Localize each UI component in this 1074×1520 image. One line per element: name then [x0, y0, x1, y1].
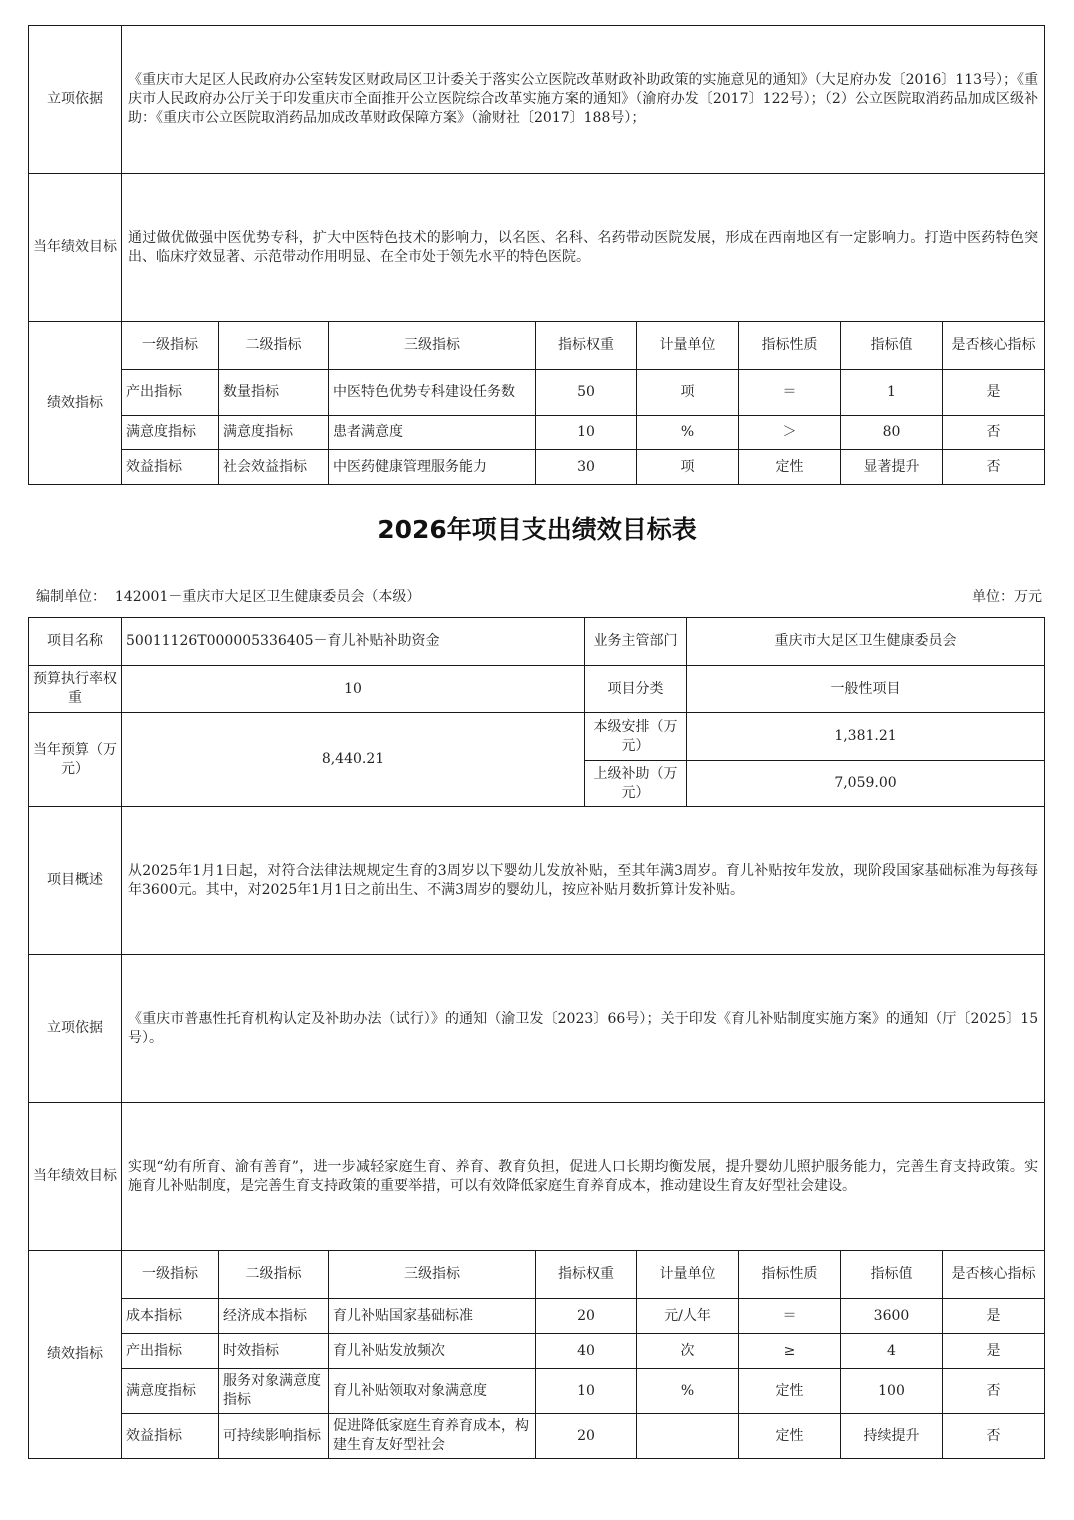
- header-cell: 指标权重: [536, 1251, 637, 1299]
- cell: 项: [637, 450, 739, 485]
- cell: 定性: [739, 1414, 841, 1459]
- cell: 产出指标: [122, 370, 219, 416]
- goal-text: 实现“幼有所育、渝有善育”，进一步减轻家庭生育、养育、教育负担，促进人口长期均衡发展，提升婴幼儿照护服务能力，完善生育支持政策。实施育儿补贴制度，是完善生育支持政策的重要举措，可以有效降低家庭生育养育成本，推动建设生育友好型社会建设。: [122, 1103, 1045, 1251]
- table-row: [29, 370, 1045, 416]
- goal-text: 通过做优做强中医优势专科，扩大中医特色技术的影响力，以名医、名科、名药带动医院发展，形成在西南地区有一定影响力。打造中医药特色突出、临床疗效显著、示范带动作用明显、在全市处于领先水平的特色医院。: [122, 174, 1045, 322]
- header-cell: 二级指标: [219, 322, 329, 370]
- cell: 满意度指标: [219, 416, 329, 450]
- cell: 20: [536, 1299, 637, 1334]
- dept-value: 重庆市大足区卫生健康委员会: [687, 618, 1045, 666]
- cell: 是: [943, 1334, 1045, 1369]
- cell: 育儿补贴国家基础标准: [329, 1299, 536, 1334]
- cell: 可持续影响指标: [219, 1414, 329, 1459]
- header-cell: 指标权重: [536, 322, 637, 370]
- dept-label: 业务主管部门: [585, 618, 687, 666]
- compiling-unit-value: 142001－重庆市大足区卫生健康委员会（本级）: [114, 589, 421, 605]
- exec-rate-value: 10: [122, 666, 585, 713]
- cell: 30: [536, 450, 637, 485]
- overview-label: 项目概述: [29, 807, 122, 955]
- cell: 10: [536, 1369, 637, 1414]
- project-info-table: [28, 617, 1045, 807]
- cell: [637, 1414, 739, 1459]
- local-label: 本级安排（万元）: [585, 713, 687, 761]
- cell: 次: [637, 1334, 739, 1369]
- basis-label: 立项依据: [29, 26, 122, 174]
- cell: 满意度指标: [122, 1369, 219, 1414]
- cell: 时效指标: [219, 1334, 329, 1369]
- cell: ＝: [739, 370, 841, 416]
- local-value: 1,381.21: [687, 713, 1045, 761]
- header-cell: 指标性质: [739, 1251, 841, 1299]
- table-row: [29, 1334, 1045, 1369]
- header-cell: 指标值: [841, 322, 943, 370]
- cell: 育儿补贴领取对象满意度: [329, 1369, 536, 1414]
- header-cell: 指标性质: [739, 322, 841, 370]
- header-cell: 是否核心指标: [943, 1251, 1045, 1299]
- table-row: [29, 1414, 1045, 1459]
- cell: 显著提升: [841, 450, 943, 485]
- cell: 育儿补贴发放频次: [329, 1334, 536, 1369]
- cell: 否: [943, 450, 1045, 485]
- cell: 持续提升: [841, 1414, 943, 1459]
- cell: 定性: [739, 1369, 841, 1414]
- cell: 4: [841, 1334, 943, 1369]
- cell: 促进降低家庭生育养育成本，构建生育友好型社会: [329, 1414, 536, 1459]
- category-value: 一般性项目: [687, 666, 1045, 713]
- cell: 产出指标: [122, 1334, 219, 1369]
- basis-label: 立项依据: [29, 955, 122, 1103]
- overview-text: 从2025年1月1日起，对符合法律法规规定生育的3周岁以下婴幼儿发放补贴，至其年满3周岁。育儿补贴按年发放，现阶段国家基础标准为每孩每年3600元。其中，对2025年1月1日之前出生、不满3周岁的婴幼儿，按应补贴月数折算计发补贴。: [122, 807, 1045, 955]
- cell: ＞: [739, 416, 841, 450]
- cell: 经济成本指标: [219, 1299, 329, 1334]
- indicators-label: 绩效指标: [29, 322, 122, 485]
- performance-table-1: [28, 25, 1045, 485]
- upper-label: 上级补助（万元）: [585, 761, 687, 807]
- table-row: [29, 1369, 1045, 1414]
- cell: 3600: [841, 1299, 943, 1334]
- cell: 否: [943, 416, 1045, 450]
- cell: 是: [943, 370, 1045, 416]
- cell: 50: [536, 370, 637, 416]
- cell: 项: [637, 370, 739, 416]
- compiling-unit: [36, 586, 420, 606]
- cell: ≥: [739, 1334, 841, 1369]
- indicator-header-row: [29, 322, 1045, 370]
- table-row: [29, 450, 1045, 485]
- cell: 20: [536, 1414, 637, 1459]
- indicator-header-row: [29, 1251, 1045, 1299]
- cell: 中医特色优势专科建设任务数: [329, 370, 536, 416]
- cell: 数量指标: [219, 370, 329, 416]
- cell: %: [637, 1369, 739, 1414]
- cell: 10: [536, 416, 637, 450]
- performance-table-2: [28, 806, 1045, 1459]
- header-cell: 是否核心指标: [943, 322, 1045, 370]
- goal-label: 当年绩效目标: [29, 174, 122, 322]
- table-row: [29, 416, 1045, 450]
- cell: 满意度指标: [122, 416, 219, 450]
- cell: 100: [841, 1369, 943, 1414]
- cell: 成本指标: [122, 1299, 219, 1334]
- header-cell: 三级指标: [329, 322, 536, 370]
- cell: 否: [943, 1369, 1045, 1414]
- cell: 元/人年: [637, 1299, 739, 1334]
- compiling-unit-label: 编制单位：: [36, 589, 106, 605]
- cell: 定性: [739, 450, 841, 485]
- header-cell: 一级指标: [122, 322, 219, 370]
- exec-rate-label: 预算执行率权重: [29, 666, 122, 713]
- project-name-value: 50011126T000005336405－育儿补贴补助资金: [122, 618, 585, 666]
- page-title: 2026年项目支出绩效目标表: [377, 515, 697, 544]
- cell: 社会效益指标: [219, 450, 329, 485]
- cell: 效益指标: [122, 450, 219, 485]
- budget-label: 当年预算（万元）: [29, 713, 122, 807]
- header-cell: 一级指标: [122, 1251, 219, 1299]
- table-row: [29, 1299, 1045, 1334]
- cell: 服务对象满意度指标: [219, 1369, 329, 1414]
- indicators-label: 绩效指标: [29, 1251, 122, 1459]
- cell: 80: [841, 416, 943, 450]
- basis-text: 《重庆市普惠性托育机构认定及补助办法（试行）》的通知（渝卫发〔2023〕66号）；关于印发《育儿补贴制度实施方案》的通知（厅〔2025〕15号）。: [122, 955, 1045, 1103]
- cell: 1: [841, 370, 943, 416]
- category-label: 项目分类: [585, 666, 687, 713]
- budget-value: 8,440.21: [122, 713, 585, 807]
- header-cell: 二级指标: [219, 1251, 329, 1299]
- currency-unit: 单位：万元: [972, 589, 1042, 605]
- cell: 效益指标: [122, 1414, 219, 1459]
- header-cell: 指标值: [841, 1251, 943, 1299]
- project-name-label: 项目名称: [29, 618, 122, 666]
- cell: 患者满意度: [329, 416, 536, 450]
- cell: %: [637, 416, 739, 450]
- cell: 是: [943, 1299, 1045, 1334]
- header-cell: 计量单位: [637, 322, 739, 370]
- header-cell: 三级指标: [329, 1251, 536, 1299]
- upper-value: 7,059.00: [687, 761, 1045, 807]
- basis-text: 《重庆市大足区人民政府办公室转发区财政局区卫计委关于落实公立医院改革财政补助政策的实施意见的通知》（大足府办发〔2016〕113号）；《重庆市人民政府办公厅关于印发重庆市全面推开公立医院综合改革实施方案的通知》（渝府办发〔2017〕122号）；（2）公立医院取消药品加成区级补助：《重庆市公立医院取消药品加成改革财政保障方案》（渝财社〔2017〕188号）；: [122, 26, 1045, 174]
- cell: 否: [943, 1414, 1045, 1459]
- header-cell: 计量单位: [637, 1251, 739, 1299]
- goal-label: 当年绩效目标: [29, 1103, 122, 1251]
- cell: 中医药健康管理服务能力: [329, 450, 536, 485]
- cell: ＝: [739, 1299, 841, 1334]
- cell: 40: [536, 1334, 637, 1369]
